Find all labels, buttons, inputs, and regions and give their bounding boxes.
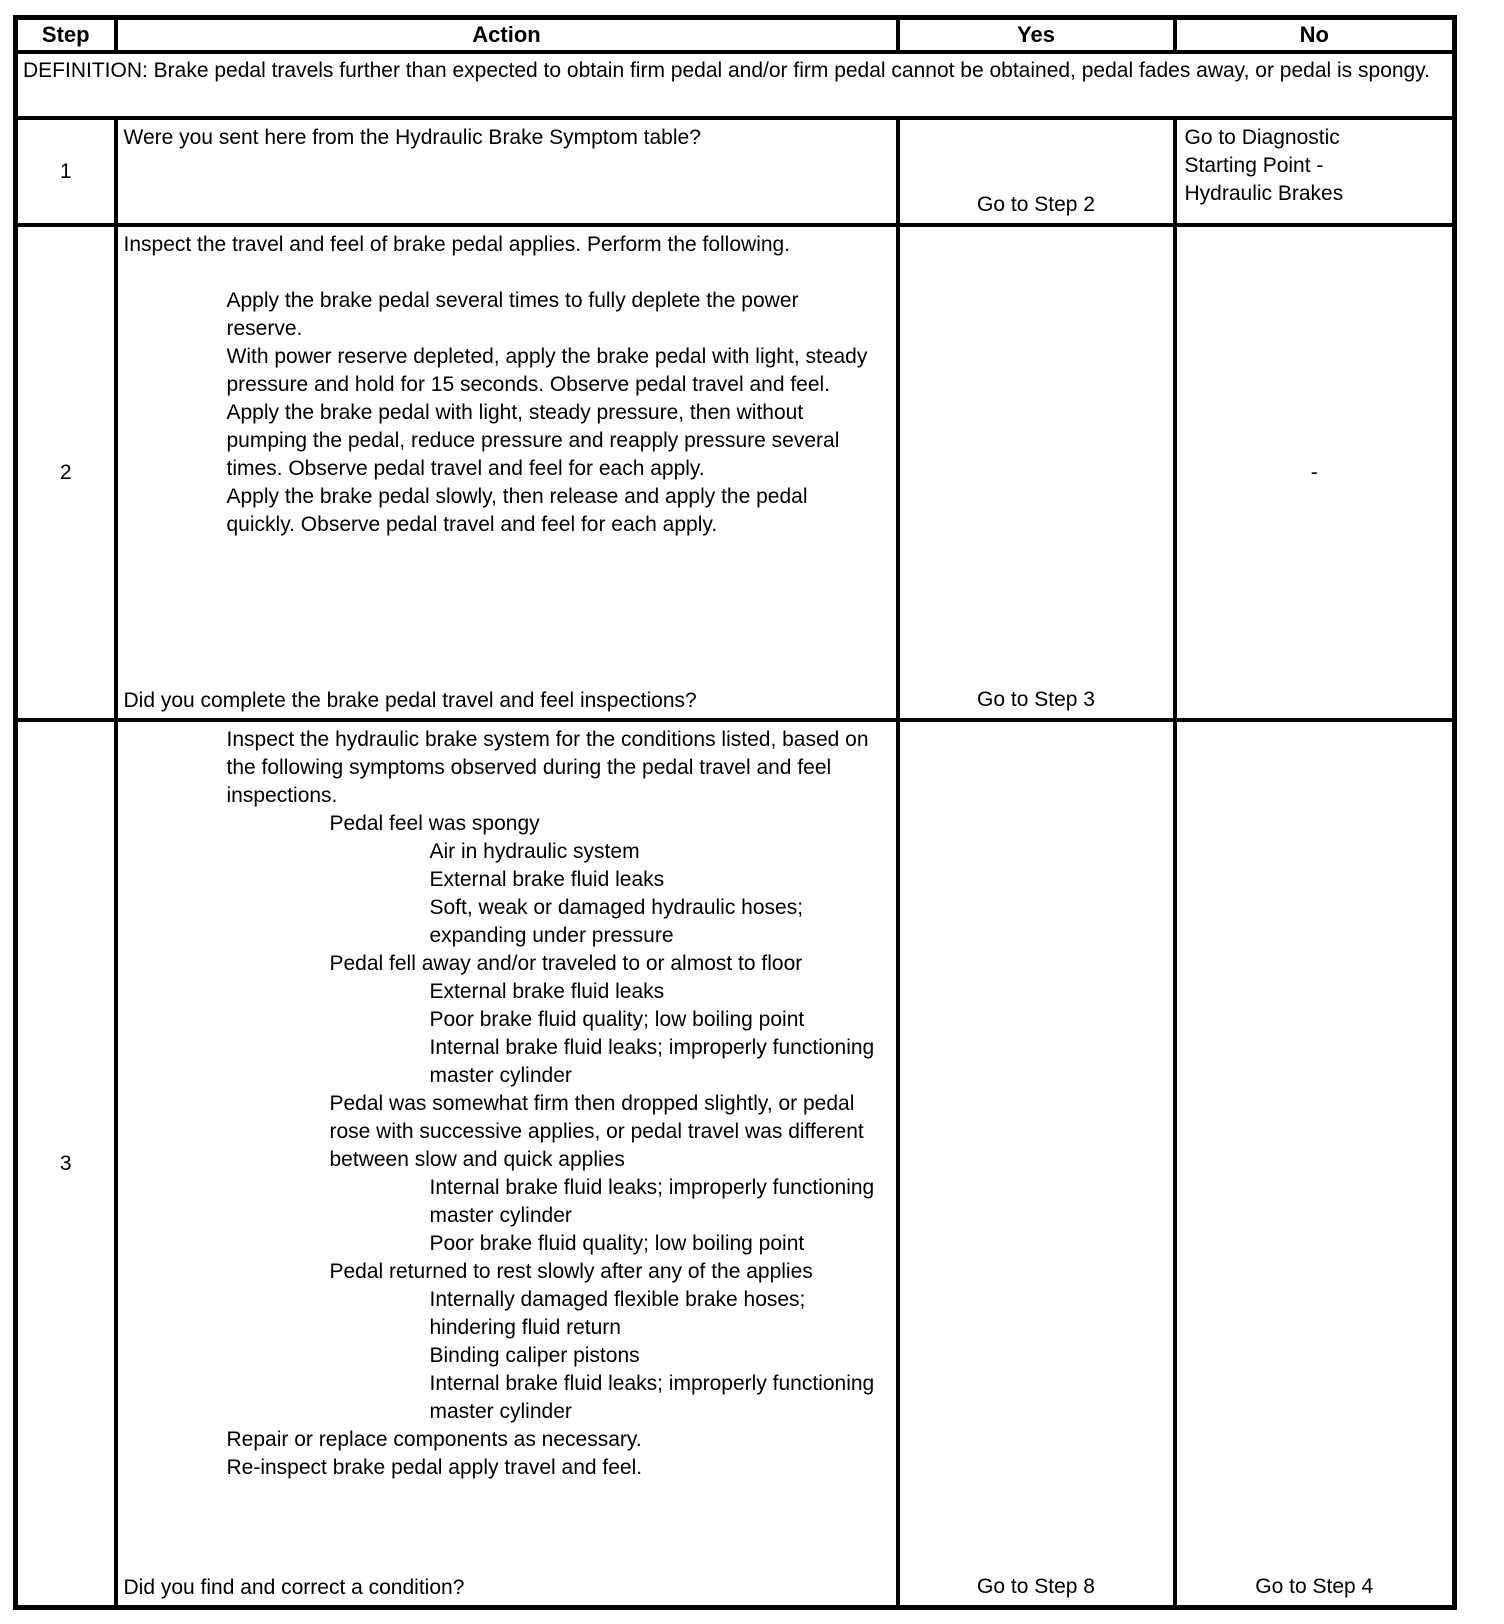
- no-cell-text-inner: Go to Diagnostic Starting Point - Hydraulic Brakes: [1184, 126, 1344, 205]
- definition-text: DEFINITION: Brake pedal travels further than expected to obtain firm pedal and/or firm pedal cannot be obtained, pedal fades away, or pedal is spongy.: [16, 52, 1455, 118]
- action-text-block: Pedal was somewhat firm then dropped slightly, or pedal rose with successive applies, or pedal travel was different between slow and quick applies: [329, 1092, 864, 1171]
- action-question: Did you complete the brake pedal travel and feel inspections?: [123, 689, 697, 712]
- action-text-block: Soft, weak or damaged hydraulic hoses; expanding under pressure: [429, 896, 804, 947]
- yes-cell-text: Go to Step 2: [898, 118, 1175, 225]
- action-text-block: Pedal fell away and/or traveled to or almost to floor: [329, 952, 803, 975]
- header-action: Action: [116, 18, 898, 53]
- table-row: [16, 118, 1455, 225]
- action-text-block: Internally damaged flexible brake hoses; hindering fluid return: [429, 1288, 806, 1339]
- action-text-block: Re-inspect brake pedal apply travel and feel.: [226, 1456, 643, 1479]
- step-number: 3: [16, 720, 116, 1608]
- action-text-block: Repair or replace components as necessary.: [226, 1428, 642, 1451]
- action-text-block: Internal brake fluid leaks; improperly functioning master cylinder: [429, 1176, 875, 1227]
- action-text-block: Poor brake fluid quality; low boiling point: [429, 1008, 805, 1031]
- action-cell: [116, 225, 898, 720]
- action-text-block: With power reserve depleted, apply the brake pedal with light, steady pressure and hold for 15 seconds. Observe pedal travel and feel.: [226, 345, 868, 396]
- step-number: 2: [16, 225, 116, 720]
- header-row: [16, 18, 1455, 53]
- header-yes: Yes: [898, 18, 1175, 53]
- table-row: [16, 225, 1455, 720]
- no-cell-text: -: [1175, 225, 1455, 720]
- action-text-block: External brake fluid leaks: [429, 980, 665, 1003]
- action-question: Did you find and correct a condition?: [123, 1576, 465, 1599]
- yes-cell-text: Go to Step 3: [898, 225, 1175, 720]
- action-text-block: Internal brake fluid leaks; improperly functioning master cylinder: [429, 1036, 875, 1087]
- action-text-block: Apply the brake pedal with light, steady pressure, then without pumping the pedal, reduce pressure and reapply pressure several times. Observe pedal travel and feel for each apply.: [226, 401, 840, 480]
- action-text-block: Were you sent here from the Hydraulic Brake Symptom table?: [123, 126, 701, 149]
- action-text-block: External brake fluid leaks: [429, 868, 665, 891]
- action-text-block: Apply the brake pedal slowly, then release and apply the pedal quickly. Observe pedal travel and feel for each apply.: [226, 485, 808, 536]
- action-text-block: Poor brake fluid quality; low boiling point: [429, 1232, 805, 1255]
- header-step: Step: [16, 18, 116, 53]
- yes-cell-text: Go to Step 8: [898, 720, 1175, 1608]
- action-text-block: Inspect the travel and feel of brake pedal applies. Perform the following.: [123, 233, 791, 256]
- table-row: [16, 720, 1455, 1608]
- header-no: No: [1175, 18, 1455, 53]
- action-cell: [116, 720, 898, 1608]
- action-cell: [116, 118, 898, 225]
- action-text-block: Pedal feel was spongy: [329, 812, 540, 835]
- action-text-block: Air in hydraulic system: [429, 840, 640, 863]
- diagnostic-table: [13, 15, 1457, 1610]
- no-cell-text: Go to Step 4: [1175, 720, 1455, 1608]
- action-text-block: Internal brake fluid leaks; improperly functioning master cylinder: [429, 1372, 875, 1423]
- action-text-block: Apply the brake pedal several times to fully deplete the power reserve.: [226, 289, 799, 340]
- step-number: 1: [16, 118, 116, 225]
- action-text-block: Inspect the hydraulic brake system for the conditions listed, based on the following symptoms observed during the pedal travel and feel inspections.: [226, 728, 869, 807]
- action-text-block: Binding caliper pistons: [429, 1344, 640, 1367]
- no-cell-text: [1175, 118, 1455, 225]
- definition-row: [16, 52, 1455, 118]
- action-text-block: Pedal returned to rest slowly after any of the applies: [329, 1260, 813, 1283]
